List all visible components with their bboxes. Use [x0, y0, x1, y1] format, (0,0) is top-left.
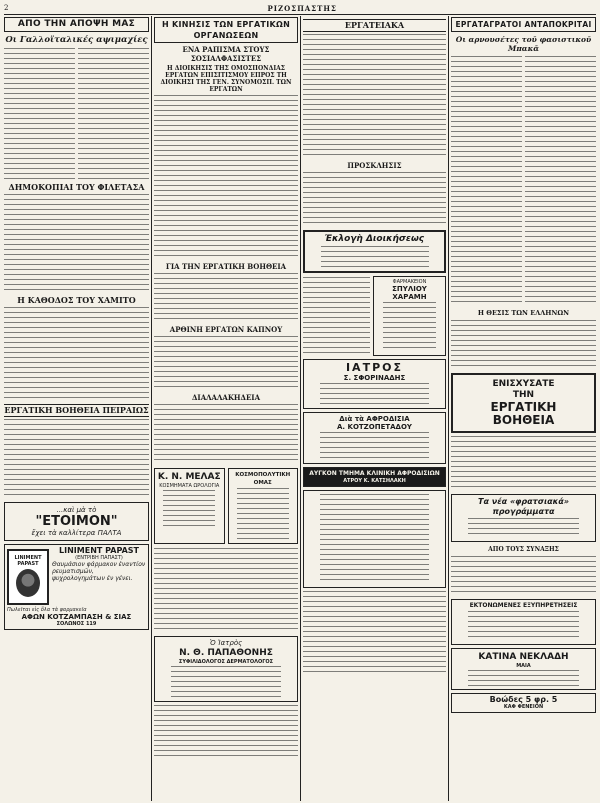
article-heading: ΠΡΟΣΚΛΗΣΙΣ: [347, 161, 402, 170]
ad-brand: "ΕΤΟΙΜΟΝ": [35, 514, 118, 529]
body-text: [154, 548, 298, 633]
body-text: [154, 705, 298, 760]
ad-text: [320, 383, 430, 405]
body-text: [303, 277, 370, 355]
ad-subtitle: ΣΥΦΙΛΙΔΟΛΟΓΟΣ ΔΕΡΜΑΤΟΛΟΓΟΣ: [178, 659, 274, 665]
ad-line: ΤΗΝ: [512, 390, 535, 400]
ad-doctor-name: Σ. ΣΦΟΡΙΝΑΔΗΣ: [343, 374, 406, 382]
body-text: [154, 404, 298, 464]
liniment-ad: [4, 544, 149, 630]
ad-line: ΒΟΗΘΕΙΑ: [492, 413, 555, 427]
masthead: [4, 2, 596, 15]
ad-text: [383, 302, 437, 352]
body-text: [154, 336, 298, 391]
body-text: [154, 273, 298, 323]
ad-text: Πωλεῖται εἰς ὅλα τὰ φαρμακεῖα: [7, 607, 87, 613]
ad-title: ΕΚΤΟΝΩΜΕΝΕΣ ΕΞΥΠΗΡΕΤΗΣΕΙΣ: [469, 602, 578, 609]
ad-subtitle: (ΕΝΤΡΙΒΗ ΠΑΠΑΣΤ): [75, 555, 123, 561]
ad-text: [163, 490, 215, 530]
program-ad: [451, 494, 596, 542]
ad-doctor-name: Α. ΚΟΤΖΟΠΕΤΑΔΟΥ: [337, 423, 412, 431]
ad-title: ΚΟΣΜΟΠΟΛΥΤΙΚΗ ΟΜΑΣ: [235, 472, 291, 486]
xarami-ad: [373, 276, 446, 356]
ad-subtitle: ΜΑΙΑ: [516, 663, 531, 669]
ad-text: [468, 518, 579, 538]
body-text: [525, 56, 596, 306]
body-text: [303, 591, 446, 676]
etoimon-ad: [4, 502, 149, 541]
melas-ad: [154, 468, 225, 544]
support-ad: [451, 373, 596, 433]
column-rule: [151, 16, 152, 801]
clinic-ad-text: [303, 490, 446, 588]
ad-line: ΕΝΙΣΧΥΣΑΤΕ: [492, 379, 555, 389]
article-heading: ΕΝΑ ΡΑΠΙΣΜΑ ΣΤΟΥΣ ΣΟΣΙΑΛΦΑΣΙΣΤΕΣ: [182, 45, 270, 63]
body-text: [303, 34, 446, 159]
ad-line: ΕΡΓΑΤΙΚΗ: [490, 400, 557, 414]
body-text: [451, 436, 596, 491]
ad-title: Βοώδες 5 φρ. 5: [489, 695, 558, 704]
ad-title: Διὰ τὰ ΑΦΡΟΔΙΣΙΑ: [339, 415, 410, 423]
ad-text: [320, 432, 430, 460]
body-text: [4, 419, 149, 499]
ad-title: LINIMENT PAPAST: [59, 546, 139, 555]
stamp-label: LINIMENT PAPAST: [14, 555, 42, 567]
column-2: [154, 17, 298, 801]
kosmos-ad: [228, 468, 299, 544]
body-text: [78, 48, 149, 180]
body-text: [451, 56, 522, 306]
article-heading: Η ΚΑΘΟΔΟΣ ΤΟΥ ΧΑΜΙΤΟ: [17, 295, 136, 305]
body-text: [303, 172, 446, 227]
section-header: Η ΚΙΝΗΣΙΣ ΤΩΝ ΕΡΓΑΤΙΚΩΝ ΟΡΓΑΝΩΣΕΩΝ: [154, 17, 298, 43]
body-text: [4, 194, 149, 294]
article-heading: ΕΡΓΑΤΕΙΑΚΑ: [303, 19, 446, 32]
article-heading: ΕΡΓΑΤΙΚΗ ΒΟΗΘΕΙΑ ΠΕΙΡΑΙΩΣ: [4, 405, 149, 415]
column-rule: [448, 16, 449, 801]
article-subheading: Η ΔΙΟΙΚΗΣΙΣ ΤΗΣ ΟΜΟΣΠΟΝΔΙΑΣ ΕΡΓΑΤΩΝ ΕΠΙΣΙΤΙΣΜΟΥ ΕΠΡΟΣ ΤΗ ΔΙΟΙΚΗΣΙ ΤΗΣ ΓΕΝ. ΣΥΝΟΜΟΣΠ. ΤΩΝ ΕΡΓΑΤΩΝ: [160, 65, 292, 93]
body-text: [4, 48, 75, 180]
katina-ad: [451, 648, 596, 690]
ad-title: Ἐκλογὴ Διοικήσεως: [324, 234, 425, 244]
ad-subtitle: ΑΤΡΟΥ Κ. ΚΑΤΣΗΛΑΚΗ: [343, 478, 406, 484]
body-text: [451, 556, 596, 596]
article-heading: ΔΗΜΟΚΟΠΙΑΙ ΤΟΥ ΦΙΛΕΤΑΣΑ: [8, 182, 145, 192]
article-heading: ΑΠΟ ΤΟΥΣ ΣΥΝΑΞΗΣ: [488, 546, 559, 553]
body-text: [451, 320, 596, 370]
article-title: Οι Γαλλοϊταλικές αψιμαχίες: [5, 35, 148, 45]
ad-title: ΣΠΥΛΙΟΥ ΧΑΡΑΜΗ: [392, 285, 427, 301]
ad-subtitle: ΚΟΣΜΗΜΑΤΑ ΩΡΟΛΟΓΙΑ: [159, 483, 220, 489]
two-column-block: [4, 47, 149, 181]
column-rule: [300, 16, 301, 801]
ad-title: ΙΑΤΡΟΣ: [345, 361, 404, 374]
section-header: ΑΠΟ ΤΗΝ ΑΠΟΨΗ ΜΑΣ: [4, 17, 149, 32]
ad-title: ΑΥΓΚΟΝ ΤΜΗΜΑ ΚΛΙΝΙΚΗ ΑΦΡΟΔΙΣΙΩΝ: [309, 470, 440, 477]
body-text: [4, 307, 149, 402]
ad-text: [321, 246, 429, 268]
ad-text: [320, 494, 430, 584]
iatros-ad: [303, 359, 446, 409]
ad-subtitle: ΚΑΦ ΦΕΝΕΙΟΝ: [503, 704, 544, 710]
ad-text: [237, 488, 289, 540]
ad-line: ἔχει τὰ καλλίτερα ΠΑΛΤΑ: [31, 529, 122, 537]
ad-maker: ΑΦΩΝ ΚΟΤΖΑΜΠΑΣΗ & ΣΙΑΣ: [21, 613, 132, 621]
column-4: [451, 17, 596, 801]
portrait-image: [16, 569, 40, 597]
ad-line: Ὁ Ἰατρὸς: [209, 639, 243, 647]
proskalesis-ad: [303, 230, 446, 273]
ads-row: [303, 276, 446, 356]
two-column-block: [451, 55, 596, 307]
article-heading: ΔΙΑΛΑΛΑΚΗΔΕΙΑ: [191, 393, 261, 402]
column-1: [4, 17, 149, 801]
ad-text: [468, 670, 579, 686]
ad-text: [468, 611, 579, 641]
doctor-ad: [154, 636, 298, 702]
ad-doctor-name: Ν. Θ. ΠΑΠΑΘΟΝΗΣ: [179, 648, 273, 658]
ad-address: ΣΟΛΩΝΟΣ 119: [56, 621, 97, 627]
ad-brand: Κ. Ν. ΜΕΛΑΣ: [157, 472, 221, 482]
ad-title: ΚΑΤΙΝΑ ΝΕΚΛΑΔΗ: [478, 652, 569, 662]
clinic-ad: [303, 467, 446, 487]
page-number: 2: [4, 4, 9, 12]
ad-text: Θαυμάσιον φάρμακον ἐναντίον ρευματισμῶν, ψυχρολογημάτων ἐν γένει.: [52, 561, 146, 582]
service-ad: [451, 599, 596, 645]
ads-row: [154, 465, 298, 547]
article-heading: ΓΙΑ ΤΗΝ ΕΡΓΑΤΙΚΗ ΒΟΗΘΕΙΑ: [165, 262, 287, 271]
ad-title: Τα νέα «φρατσιακά» προγράμματα: [478, 497, 569, 516]
newspaper-page: [4, 2, 596, 801]
liniment-stamp-logo: [7, 549, 49, 605]
ad-line: ...καὶ μὰ τὸ: [56, 506, 97, 514]
article-heading: ΑΡΘΙΝΗ ΕΡΓΑΤΩΝ ΚΑΠΝΟΥ: [169, 325, 283, 334]
ad-subtitle: ΦΑΡΜΑΚΕΙΟΝ: [392, 279, 427, 285]
body-text: [154, 95, 298, 260]
article-title: Οι αρνουσέτες τοῦ φασιστικοῦ Μπακᾶ: [455, 35, 592, 53]
paper-name: ΡΙΖΟΣΠΑΣΤΗΣ: [267, 3, 337, 13]
section-header: ΕΡΓΑΤΑΓΡΑΤΟΙ ΑΝΤΑΠΟΚΡΙΤΑΙ: [451, 17, 596, 32]
article-heading: Η ΘΕΣΙΣ ΤΩΝ ΕΛΛΗΝΩΝ: [477, 309, 570, 317]
afrodisia-ad: [303, 412, 446, 464]
column-3: [303, 17, 446, 801]
price-ad: [451, 693, 596, 713]
ad-text: [171, 666, 281, 698]
